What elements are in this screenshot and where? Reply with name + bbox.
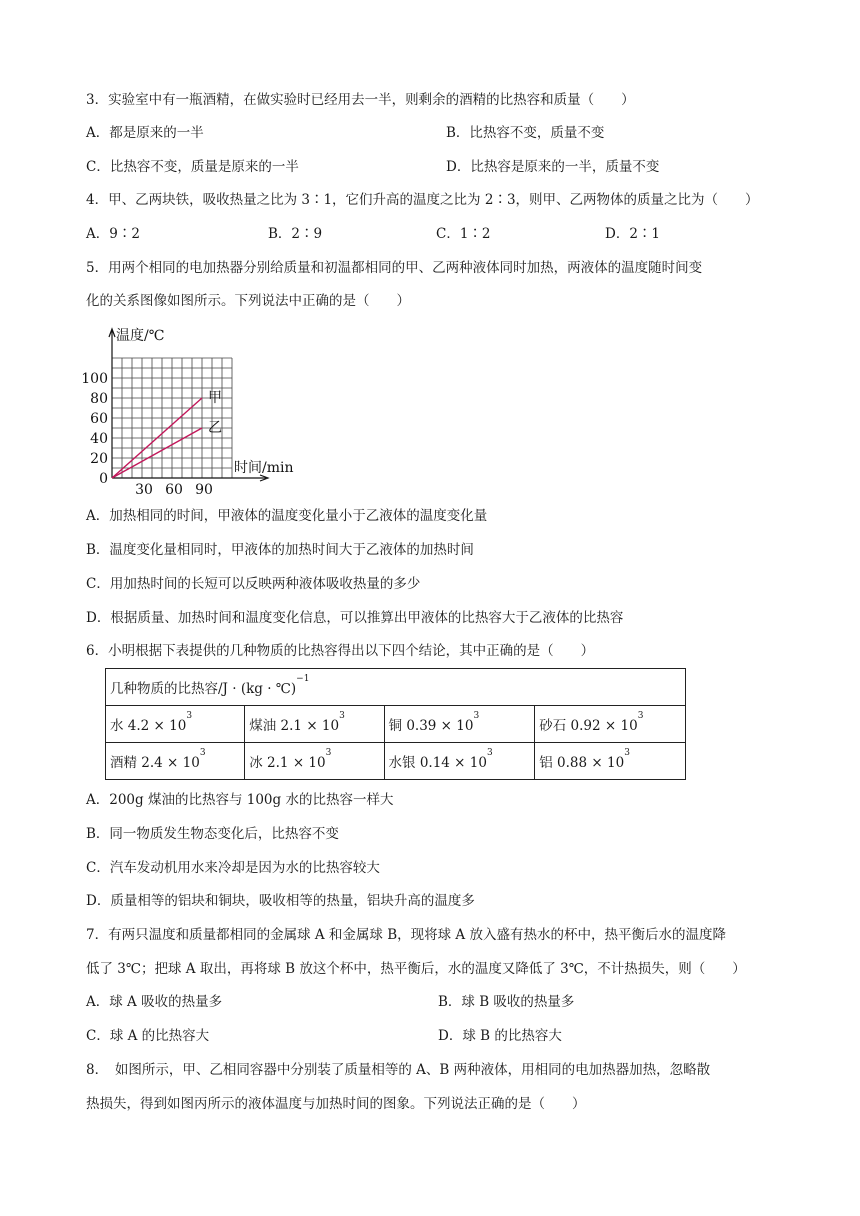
cell-text: 砂石 0.92 × 10: [539, 718, 638, 734]
table-header-text: 几种物质的比热容/J · (kg · ℃): [110, 681, 297, 697]
table-cell: [245, 743, 384, 780]
q3-option-c: C．比热容不变，质量是原来的一半: [86, 159, 299, 175]
chart-svg: [81, 323, 326, 498]
q4-option-b: B．2∶9: [268, 226, 323, 242]
cell-text: 煤油 2.1 × 10: [249, 718, 340, 734]
x-tick-label: 30: [135, 482, 153, 498]
table-header-exponent: −1: [296, 674, 310, 684]
q5-option-d: D．根据质量、加热时间和温度变化信息，可以推算出甲液体的比热容大于乙液体的比热容: [86, 610, 624, 626]
q7-option-c: C．球 A 的比热容大: [86, 1028, 210, 1044]
table-cell: [106, 743, 245, 780]
table-cell: [535, 706, 686, 743]
q6-option-a: A．200g 煤油的比热容与 100g 水的比热容一样大: [86, 792, 394, 808]
q5-stem-line1: 5．用两个相同的电加热器分别给质量和初温都相同的甲、乙两种液体同时加热，两液体的温度随时间变: [86, 260, 703, 276]
cell-exponent: 3: [186, 711, 193, 721]
table-header-cell: [106, 669, 686, 706]
q4-option-c: C．1∶2: [436, 226, 491, 242]
q7-option-b: B．球 B 吸收的热量多: [438, 994, 575, 1010]
cell-exponent: 3: [624, 748, 630, 758]
specific-heat-table: [105, 668, 686, 780]
q5-option-c: C．用加热时间的长短可以反映两种液体吸收热量的多少: [86, 576, 421, 592]
x-axis-label: 时间/min: [234, 460, 294, 476]
cell-text: 酒精 2.4 × 10: [110, 755, 200, 771]
q5-option-a: A．加热相同的时间，甲液体的温度变化量小于乙液体的温度变化量: [86, 508, 488, 524]
cell-exponent: 3: [637, 711, 644, 721]
q5-stem-line2: 化的关系图像如图所示。下列说法中正确的是（ ）: [86, 293, 410, 309]
q3-option-d: D．比热容是原来的一半，质量不变: [446, 159, 660, 175]
cell-exponent: 3: [486, 748, 493, 758]
cell-text: 水银 0.14 × 10: [388, 755, 487, 771]
q3-option-b: B．比热容不变，质量不变: [446, 125, 605, 141]
cell-exponent: 3: [325, 748, 332, 758]
cell-exponent: 3: [339, 711, 345, 721]
q6-option-c: C．汽车发动机用水来冷却是因为水的比热容较大: [86, 860, 380, 876]
cell-exponent: 3: [473, 711, 480, 721]
cell-text: 冰 2.1 × 10: [249, 755, 326, 771]
cell-text: 铜 0.39 × 10: [388, 718, 474, 734]
q6-option-d: D．质量相等的铝块和铜块，吸收相等的热量，铝块升高的温度多: [86, 893, 475, 909]
series-line-2: [112, 428, 202, 478]
q7-option-a: A．球 A 吸收的热量多: [86, 994, 223, 1010]
y-tick-label: 40: [90, 431, 108, 447]
y-tick-label: 60: [90, 411, 108, 427]
table-cell: [384, 706, 535, 743]
y-tick-label: 0: [99, 471, 108, 487]
q4-option-a: A．9∶2: [86, 226, 140, 242]
temperature-time-chart: [81, 323, 326, 498]
cell-text: 水 4.2 × 10: [110, 718, 187, 734]
table-row: [106, 743, 686, 780]
table-header-row: [106, 669, 686, 706]
y-axis-label: 温度/℃: [116, 328, 165, 344]
q3-stem: 3．实验室中有一瓶酒精，在做实验时已经用去一半，则剩余的酒精的比热容和质量（ ）: [86, 92, 635, 108]
table-cell: [245, 706, 384, 743]
cell-exponent: 3: [199, 748, 206, 758]
q6-option-b: B．同一物质发生物态变化后，比热容不变: [86, 826, 339, 842]
y-tick-label: 20: [90, 451, 108, 467]
table-row: [106, 706, 686, 743]
series-label: 甲: [208, 390, 222, 406]
q8-stem-line2: 热损失，得到如图丙所示的液体温度与加热时间的图象。下列说法正确的是（ ）: [86, 1096, 586, 1112]
table-cell: [106, 706, 245, 743]
q4-option-d: D．2∶1: [605, 226, 661, 242]
table-cell: [535, 743, 686, 780]
q5-option-b: B．温度变化量相同时，甲液体的加热时间大于乙液体的加热时间: [86, 542, 474, 558]
q7-option-d: D．球 B 的比热容大: [438, 1028, 562, 1044]
y-tick-label: 80: [90, 391, 108, 407]
q3-option-a: A．都是原来的一半: [86, 125, 204, 141]
q6-stem: 6．小明根据下表提供的几种物质的比热容得出以下四个结论，其中正确的是（ ）: [86, 643, 595, 659]
q4-stem: 4．甲、乙两块铁，吸收热量之比为 3∶1，它们升高的温度之比为 2∶3，则甲、乙两物体的质量之比为（ ）: [86, 192, 759, 208]
cell-text: 铝 0.88 × 10: [539, 755, 625, 771]
y-tick-label: 100: [81, 371, 108, 387]
x-tick-label: 60: [165, 482, 183, 498]
x-tick-label: 90: [195, 482, 213, 498]
table-cell: [384, 743, 535, 780]
q8-stem-line1: 8． 如图所示，甲、乙相同容器中分别装了质量相等的 A、B 两种液体，用相同的电加热器加热，忽略散: [86, 1062, 711, 1078]
q7-stem-line2: 低了 3℃；把球 A 取出，再将球 B 放这个杯中，热平衡后，水的温度又降低了 3℃，不计热损失，则（ ）: [86, 961, 746, 977]
series-label: 乙: [208, 420, 222, 436]
q7-stem-line1: 7．有两只温度和质量都相同的金属球 A 和金属球 B，现将球 A 放入盛有热水的杯中，热平衡后水的温度降: [86, 927, 726, 943]
